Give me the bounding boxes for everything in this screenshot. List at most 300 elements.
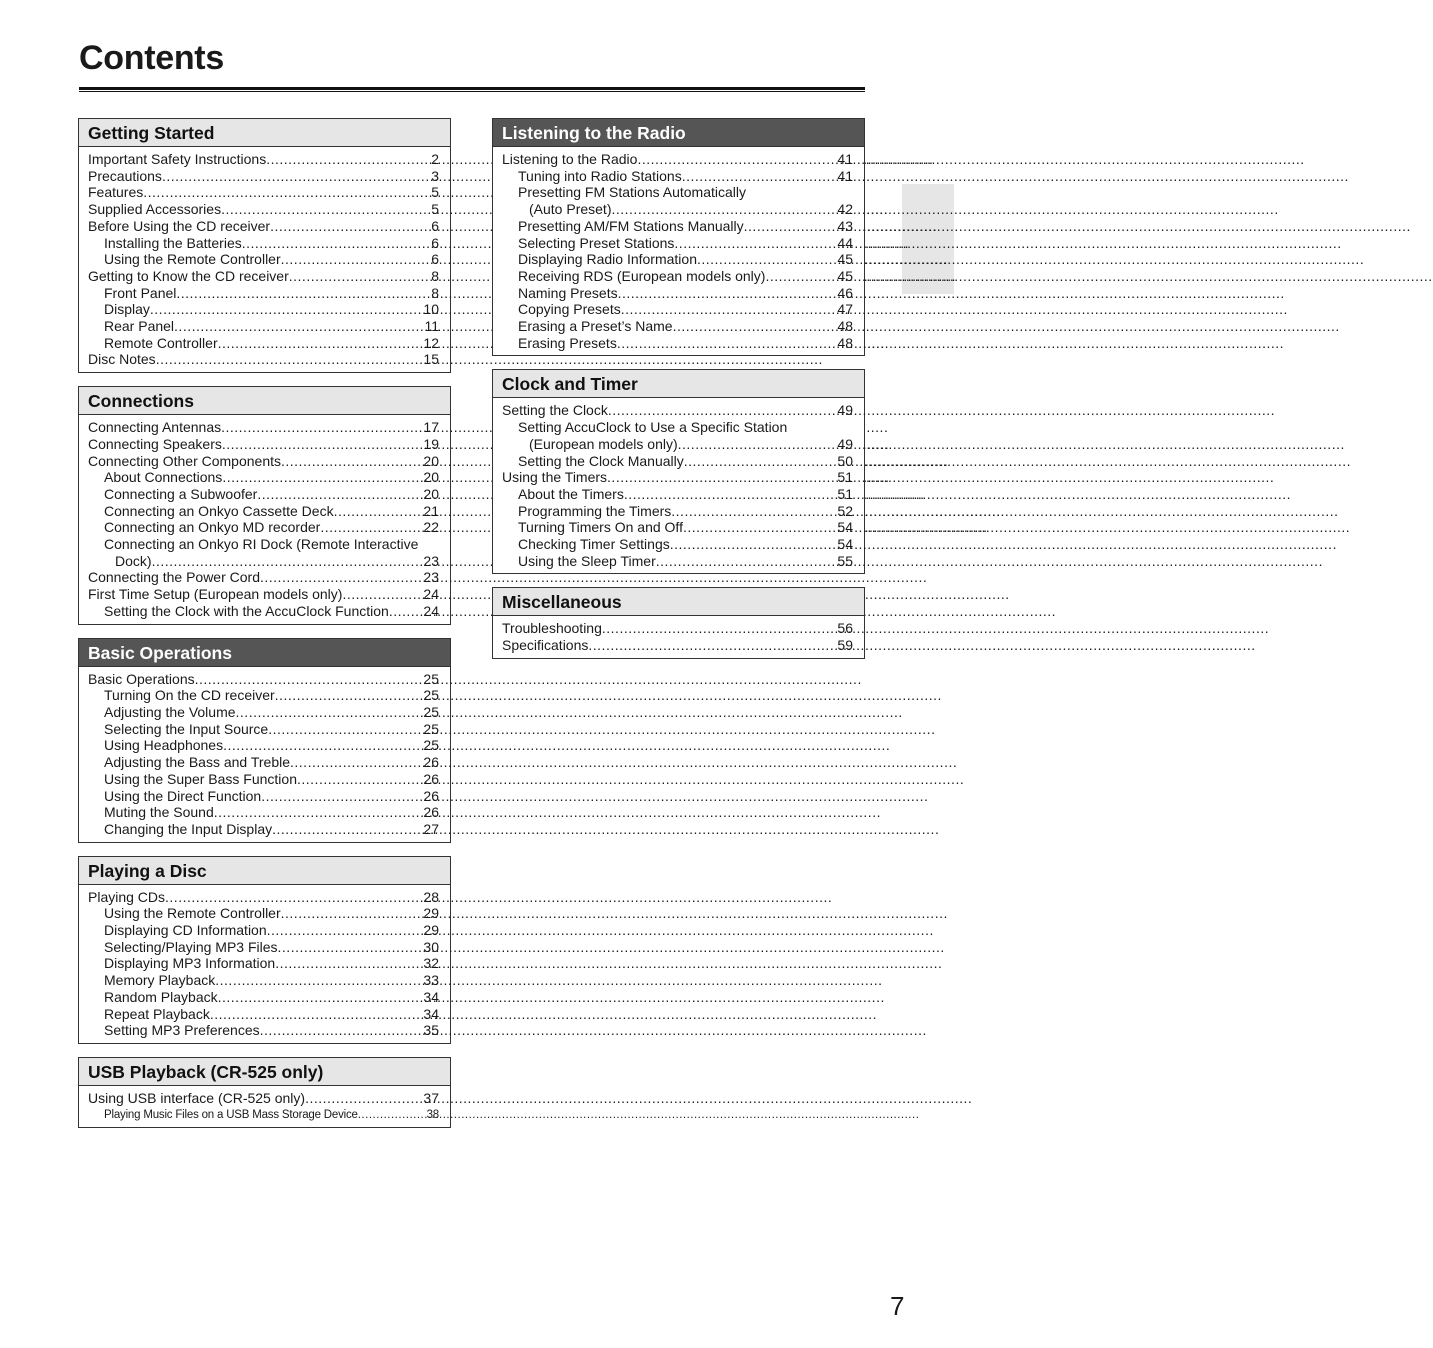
toc-entry-title: Repeat Playback [104, 1005, 210, 1022]
dot-leader [744, 218, 837, 235]
toc-entry[interactable] [88, 168, 439, 185]
toc-page-number: 51 [837, 469, 853, 486]
toc-entry-list [79, 147, 450, 372]
dot-leader [222, 436, 423, 453]
toc-page-number: 21 [423, 502, 439, 519]
toc-entry[interactable] [502, 553, 853, 570]
toc-entry[interactable] [502, 285, 853, 302]
toc-entry[interactable] [502, 469, 853, 486]
toc-entry-list [493, 147, 864, 355]
toc-page-number: 38 [426, 1108, 439, 1121]
toc-page-number: 22 [423, 519, 439, 536]
toc-page-number: 2 [431, 151, 439, 167]
dot-leader [214, 804, 423, 821]
toc-entry-title: Receiving RDS (European models only) [518, 267, 766, 284]
toc-entry[interactable] [88, 151, 439, 168]
dot-leader [176, 285, 430, 302]
toc-entry-title: Presetting AM/FM Stations Manually [518, 217, 744, 234]
dot-leader [678, 436, 837, 453]
toc-page-number: 5 [431, 184, 439, 201]
toc-entry[interactable] [88, 436, 439, 453]
toc-page-number: 10 [423, 301, 439, 318]
dot-leader [602, 620, 837, 637]
toc-page-number: 5 [431, 201, 439, 218]
toc-entry[interactable] [88, 771, 439, 788]
toc-entry[interactable] [88, 721, 439, 738]
toc-entry-title: Using the Super Bass Function [104, 770, 297, 787]
toc-entry-title: (European models only) [529, 435, 678, 452]
dot-leader [222, 469, 422, 486]
toc-page-number: 25 [423, 737, 439, 754]
dot-leader [275, 955, 422, 972]
toc-entry[interactable] [502, 301, 853, 318]
toc-page-number: 20 [423, 485, 439, 502]
toc-entry[interactable] [502, 536, 853, 553]
toc-page-number: 41 [837, 167, 853, 184]
dot-leader [281, 453, 422, 470]
dot-leader [290, 754, 422, 771]
toc-entry[interactable] [88, 939, 439, 956]
toc-entry[interactable] [502, 503, 853, 520]
toc-section-basic-operations [78, 638, 451, 843]
dot-leader [195, 671, 423, 688]
toc-entry[interactable] [88, 553, 439, 570]
dot-leader [588, 637, 836, 654]
toc-entry[interactable] [88, 955, 439, 972]
toc-page-number: 3 [431, 167, 439, 184]
toc-entry-title: Supplied Accessories [88, 201, 222, 218]
toc-entry[interactable] [88, 737, 439, 754]
page-number: 7 [890, 1291, 905, 1321]
toc-entry-title: Using the Timers [502, 469, 608, 486]
toc-page-number: 50 [837, 452, 853, 469]
toc-entry[interactable] [88, 754, 439, 771]
toc-page-number: 48 [837, 334, 853, 351]
toc-entry-title: Setting AccuClock to Use a Specific Station [518, 419, 788, 436]
toc-page-number: 25 [423, 670, 439, 687]
toc-entry[interactable] [88, 687, 439, 704]
toc-entry[interactable] [502, 184, 853, 201]
dot-leader [334, 503, 423, 520]
toc-section-getting-started [78, 118, 451, 373]
toc-entry-title: Display [104, 301, 150, 318]
toc-page-number: 48 [837, 318, 853, 335]
toc-entry[interactable] [88, 905, 439, 922]
dot-leader [223, 737, 422, 754]
toc-page-number: 26 [423, 804, 439, 821]
toc-entry-title: Dock) [115, 552, 152, 569]
toc-page-number: 56 [837, 620, 853, 637]
dot-leader [278, 939, 423, 956]
toc-page-number: 41 [837, 151, 853, 167]
toc-page-number: 54 [837, 536, 853, 553]
toc-entry-title: Rear Panel [104, 318, 175, 335]
toc-entry-list [79, 667, 450, 842]
section-heading: Connections [79, 387, 450, 415]
toc-entry[interactable] [88, 804, 439, 821]
title-rule [79, 87, 865, 92]
toc-page-number: 19 [423, 435, 439, 452]
section-heading: USB Playback (CR-525 only) [79, 1058, 450, 1086]
toc-page-number: 45 [837, 251, 853, 268]
dot-leader [210, 1006, 423, 1023]
toc-page-number: 28 [423, 888, 439, 905]
dot-leader [266, 151, 430, 168]
page-title: Contents [79, 39, 224, 77]
toc-entry-title: Setting MP3 Preferences [104, 1022, 260, 1039]
dot-leader [670, 536, 837, 553]
toc-entry-title: First Time Setup (European models only) [88, 586, 343, 603]
toc-entry[interactable] [88, 671, 439, 688]
toc-entry-title: Erasing a Preset’s Name [518, 318, 673, 335]
toc-entry-title: Important Safety Instructions [88, 151, 267, 167]
toc-page-number: 29 [423, 905, 439, 922]
toc-entry[interactable] [88, 218, 439, 235]
toc-entry-title: Troubleshooting [502, 620, 602, 637]
toc-page-number: 43 [837, 217, 853, 234]
toc-entry-title: Using the Sleep Timer [518, 552, 656, 569]
toc-page-number: 8 [431, 284, 439, 301]
dot-leader [621, 301, 837, 318]
toc-page-number: 44 [837, 234, 853, 251]
toc-entry-title: Using the Direct Function [104, 787, 262, 804]
toc-section-miscellaneous [492, 587, 865, 658]
toc-entry-title: Displaying CD Information [104, 922, 267, 939]
dot-leader [174, 318, 423, 335]
dot-leader [215, 972, 422, 989]
toc-entry[interactable] [502, 318, 853, 335]
toc-entry-title: Naming Presets [518, 284, 618, 301]
toc-entry[interactable] [88, 536, 439, 553]
toc-entry[interactable] [502, 436, 853, 453]
toc-entry-title: Memory Playback [104, 972, 216, 989]
toc-page-number: 25 [423, 703, 439, 720]
toc-entry[interactable] [88, 519, 439, 536]
toc-entry-title: Setting the Clock [502, 402, 608, 419]
toc-entry-title: Connecting an Onkyo Cassette Deck [104, 502, 334, 519]
toc-page-number: 30 [423, 938, 439, 955]
toc-page-number: 24 [423, 586, 439, 603]
toc-entry-title: Installing the Batteries [104, 234, 242, 251]
toc-page-number: 46 [837, 284, 853, 301]
toc-entry-title: Connecting an Onkyo RI Dock (Remote Interactive [104, 536, 419, 553]
toc-entry-title: Changing the Input Display [104, 820, 273, 837]
toc-entry[interactable] [88, 1107, 439, 1124]
toc-page-number: 59 [837, 637, 853, 654]
toc-page-number: 6 [431, 251, 439, 268]
dot-leader [289, 268, 430, 285]
dot-leader [260, 569, 422, 586]
dot-leader [624, 486, 837, 503]
dot-leader [242, 235, 430, 252]
toc-entry[interactable] [88, 972, 439, 989]
dot-leader [236, 704, 423, 721]
toc-page-number: 12 [423, 334, 439, 351]
toc-entry[interactable] [502, 453, 853, 470]
dot-leader [305, 1090, 422, 1107]
toc-entry-title: Turning Timers On and Off [518, 519, 683, 536]
toc-page-number: 52 [837, 502, 853, 519]
section-heading: Basic Operations [79, 639, 450, 667]
toc-entry-title: Turning On the CD receiver [104, 687, 275, 704]
toc-entry[interactable] [88, 285, 439, 302]
toc-entry-title: Precautions [88, 167, 162, 184]
toc-entry-title: Muting the Sound [104, 804, 214, 821]
toc-entry-title: Using USB interface (CR-525 only) [88, 1089, 306, 1106]
toc-page-number: 49 [837, 435, 853, 452]
toc-page-number: 51 [837, 485, 853, 502]
dot-leader [607, 469, 836, 486]
toc-entry-title: Disc Notes [88, 351, 156, 368]
dot-leader [673, 318, 837, 335]
toc-entry-list [493, 616, 864, 657]
toc-entry-title: Adjusting the Bass and Treble [104, 754, 291, 771]
dot-leader [617, 335, 837, 352]
toc-entry[interactable] [502, 151, 853, 168]
dot-leader [268, 721, 422, 738]
toc-entry[interactable] [88, 351, 439, 368]
toc-entry-title: Using Headphones [104, 737, 224, 754]
toc-page-number: 26 [423, 787, 439, 804]
dot-leader [618, 285, 837, 302]
toc-entry-title: Presetting FM Stations Automatically [518, 184, 746, 201]
toc-entry[interactable] [502, 637, 853, 654]
dot-leader [297, 771, 422, 788]
toc-page-number: 20 [423, 469, 439, 486]
dot-leader [684, 453, 837, 470]
toc-entry[interactable] [88, 788, 439, 805]
toc-page-number: 26 [423, 770, 439, 787]
toc-entry-title: Copying Presets [518, 301, 621, 318]
dot-leader [218, 335, 423, 352]
toc-entry-title: Setting the Clock Manually [518, 452, 684, 469]
toc-page-number: 25 [423, 687, 439, 704]
toc-entry-title: (Auto Preset) [529, 201, 612, 218]
toc-entry[interactable] [88, 301, 439, 318]
toc-entry-list [79, 415, 450, 623]
toc-entry-title: About Connections [104, 469, 223, 486]
dot-leader [270, 218, 430, 235]
dot-leader [281, 905, 423, 922]
toc-entry-list [79, 885, 450, 1043]
toc-page-number: 15 [423, 351, 439, 368]
toc-entry[interactable] [502, 235, 853, 252]
toc-entry-list [493, 398, 864, 573]
toc-page-number: 11 [424, 318, 439, 335]
dot-leader [152, 553, 423, 570]
toc-entry[interactable] [88, 586, 439, 603]
toc-entry-title: Connecting Antennas [88, 419, 222, 436]
dot-leader [389, 603, 423, 620]
toc-page-number: 26 [423, 754, 439, 771]
toc-entry[interactable] [502, 218, 853, 235]
toc-page-number: 34 [423, 1005, 439, 1022]
section-heading: Miscellaneous [493, 588, 864, 616]
dot-leader [637, 151, 836, 168]
toc-entry[interactable] [88, 184, 439, 201]
toc-entry-title: Erasing Presets [518, 334, 617, 351]
dot-leader [267, 922, 423, 939]
dot-leader [608, 402, 837, 419]
toc-entry[interactable] [88, 503, 439, 520]
dot-leader [358, 1107, 426, 1124]
toc-entry[interactable] [88, 889, 439, 906]
toc-entry[interactable] [502, 402, 853, 419]
toc-page-number: 6 [431, 234, 439, 251]
toc-page-number: 24 [423, 602, 439, 619]
toc-entry-title: Connecting Other Components [88, 452, 281, 469]
toc-entry-title: Using the Remote Controller [104, 251, 281, 268]
toc-entry-title: Programming the Timers [518, 502, 672, 519]
toc-entry[interactable] [88, 704, 439, 721]
dot-leader [221, 419, 422, 436]
toc-entry-title: Connecting Speakers [88, 435, 222, 452]
toc-entry-title: Getting to Know the CD receiver [88, 267, 289, 284]
toc-page-number: 25 [423, 720, 439, 737]
toc-page-number: 49 [837, 402, 853, 419]
dot-leader [765, 268, 836, 285]
dot-leader [671, 503, 836, 520]
toc-entry[interactable] [88, 235, 439, 252]
dot-leader [218, 989, 423, 1006]
toc-page-number: 55 [837, 552, 853, 569]
section-heading: Clock and Timer [493, 370, 864, 398]
toc-entry-title: Tuning into Radio Stations [518, 167, 682, 184]
dot-leader [275, 687, 423, 704]
toc-page-number: 8 [431, 267, 439, 284]
dot-leader [674, 235, 836, 252]
dot-leader [165, 889, 422, 906]
toc-entry-title: Random Playback [104, 988, 218, 1005]
toc-entry-title: Remote Controller [104, 334, 218, 351]
toc-entry[interactable] [502, 201, 853, 218]
toc-entry[interactable] [88, 318, 439, 335]
toc-page-number: 45 [837, 267, 853, 284]
toc-entry[interactable] [502, 268, 853, 285]
toc-section-playing-a-disc [78, 856, 451, 1044]
toc-entry-title: Displaying MP3 Information [104, 955, 276, 972]
toc-page-number: 23 [423, 552, 439, 569]
toc-page-number: 35 [423, 1022, 439, 1039]
toc-entry-title: Specifications [502, 637, 589, 654]
dot-leader [281, 251, 431, 268]
toc-entry[interactable] [88, 469, 439, 486]
toc-entry-list [79, 1086, 450, 1127]
toc-entry[interactable] [88, 821, 439, 838]
toc-entry-title: Using the Remote Controller [104, 905, 281, 922]
toc-entry[interactable] [502, 168, 853, 185]
toc-entry[interactable] [502, 486, 853, 503]
toc-page-number: 29 [423, 922, 439, 939]
dot-leader [656, 553, 837, 570]
toc-entry-title: Basic Operations [88, 670, 195, 687]
toc-page-number: 54 [837, 519, 853, 536]
dot-leader [683, 519, 836, 536]
right-column [492, 118, 865, 672]
dot-leader [272, 821, 422, 838]
toc-section-listening-to-the-radio [492, 118, 865, 356]
toc-page-number: 6 [431, 217, 439, 234]
toc-page-number: 34 [423, 988, 439, 1005]
left-column [78, 118, 451, 1141]
toc-page-number: 37 [423, 1089, 439, 1106]
dot-leader [162, 168, 430, 185]
dot-leader [697, 251, 836, 268]
toc-entry[interactable] [88, 1006, 439, 1023]
toc-entry-title: Connecting a Subwoofer [104, 485, 258, 502]
toc-entry-title: Playing Music Files on a USB Mass Storage Device [104, 1108, 358, 1121]
toc-entry-title: About the Timers [518, 485, 624, 502]
toc-section-clock-and-timer [492, 369, 865, 574]
dot-leader [143, 184, 430, 201]
toc-entry[interactable] [88, 1022, 439, 1039]
dot-leader [150, 301, 423, 318]
dot-leader [156, 351, 423, 368]
toc-entry[interactable] [502, 620, 853, 637]
dot-leader [261, 788, 422, 805]
toc-entry[interactable] [502, 251, 853, 268]
section-heading: Getting Started [79, 119, 450, 147]
dot-leader [257, 486, 422, 503]
toc-entry-title: Features [88, 184, 144, 201]
section-heading: Playing a Disc [79, 857, 450, 885]
toc-page-number: 27 [423, 820, 439, 837]
dot-leader [260, 1022, 423, 1039]
toc-page-number: 33 [423, 972, 439, 989]
toc-entry[interactable] [88, 251, 439, 268]
toc-entry[interactable] [502, 419, 853, 436]
toc-page-number: 17 [423, 419, 439, 436]
dot-leader [342, 586, 422, 603]
toc-entry-title: Connecting the Power Cord [88, 569, 260, 586]
dot-leader [320, 519, 422, 536]
toc-entry-title: Setting the Clock with the AccuClock Function [104, 602, 389, 619]
toc-entry-title: Displaying Radio Information [518, 251, 697, 268]
toc-entry[interactable] [88, 922, 439, 939]
toc-entry[interactable] [88, 989, 439, 1006]
dot-leader [682, 168, 837, 185]
dot-leader [221, 201, 430, 218]
toc-entry-title: Connecting an Onkyo MD recorder [104, 519, 321, 536]
toc-page-number: 42 [837, 201, 853, 218]
dot-leader [611, 201, 836, 218]
toc-entry-title: Playing CDs [88, 888, 166, 905]
toc-section-connections [78, 386, 451, 624]
toc-entry-title: Checking Timer Settings [518, 536, 670, 553]
toc-entry[interactable] [88, 268, 439, 285]
toc-entry[interactable] [502, 519, 853, 536]
toc-entry-title: Adjusting the Volume [104, 703, 236, 720]
toc-entry-title: Listening to the Radio [502, 151, 638, 167]
toc-page-number: 20 [423, 452, 439, 469]
toc-entry[interactable] [88, 569, 439, 586]
toc-entry[interactable] [88, 201, 439, 218]
toc-page-number: 32 [423, 955, 439, 972]
toc-page-number: 23 [423, 569, 439, 586]
toc-section-usb-playback-cr-525-only [78, 1057, 451, 1128]
toc-entry[interactable] [88, 453, 439, 470]
toc-entry-title: Selecting Preset Stations [518, 234, 675, 251]
toc-entry[interactable] [88, 335, 439, 352]
toc-entry[interactable] [88, 1090, 439, 1107]
toc-page-number: 47 [837, 301, 853, 318]
toc-entry[interactable] [502, 335, 853, 352]
toc-entry[interactable] [88, 603, 439, 620]
section-heading: Listening to the Radio [493, 119, 864, 147]
toc-entry[interactable] [88, 419, 439, 436]
toc-entry[interactable] [88, 486, 439, 503]
toc-entry-title: Front Panel [104, 284, 177, 301]
